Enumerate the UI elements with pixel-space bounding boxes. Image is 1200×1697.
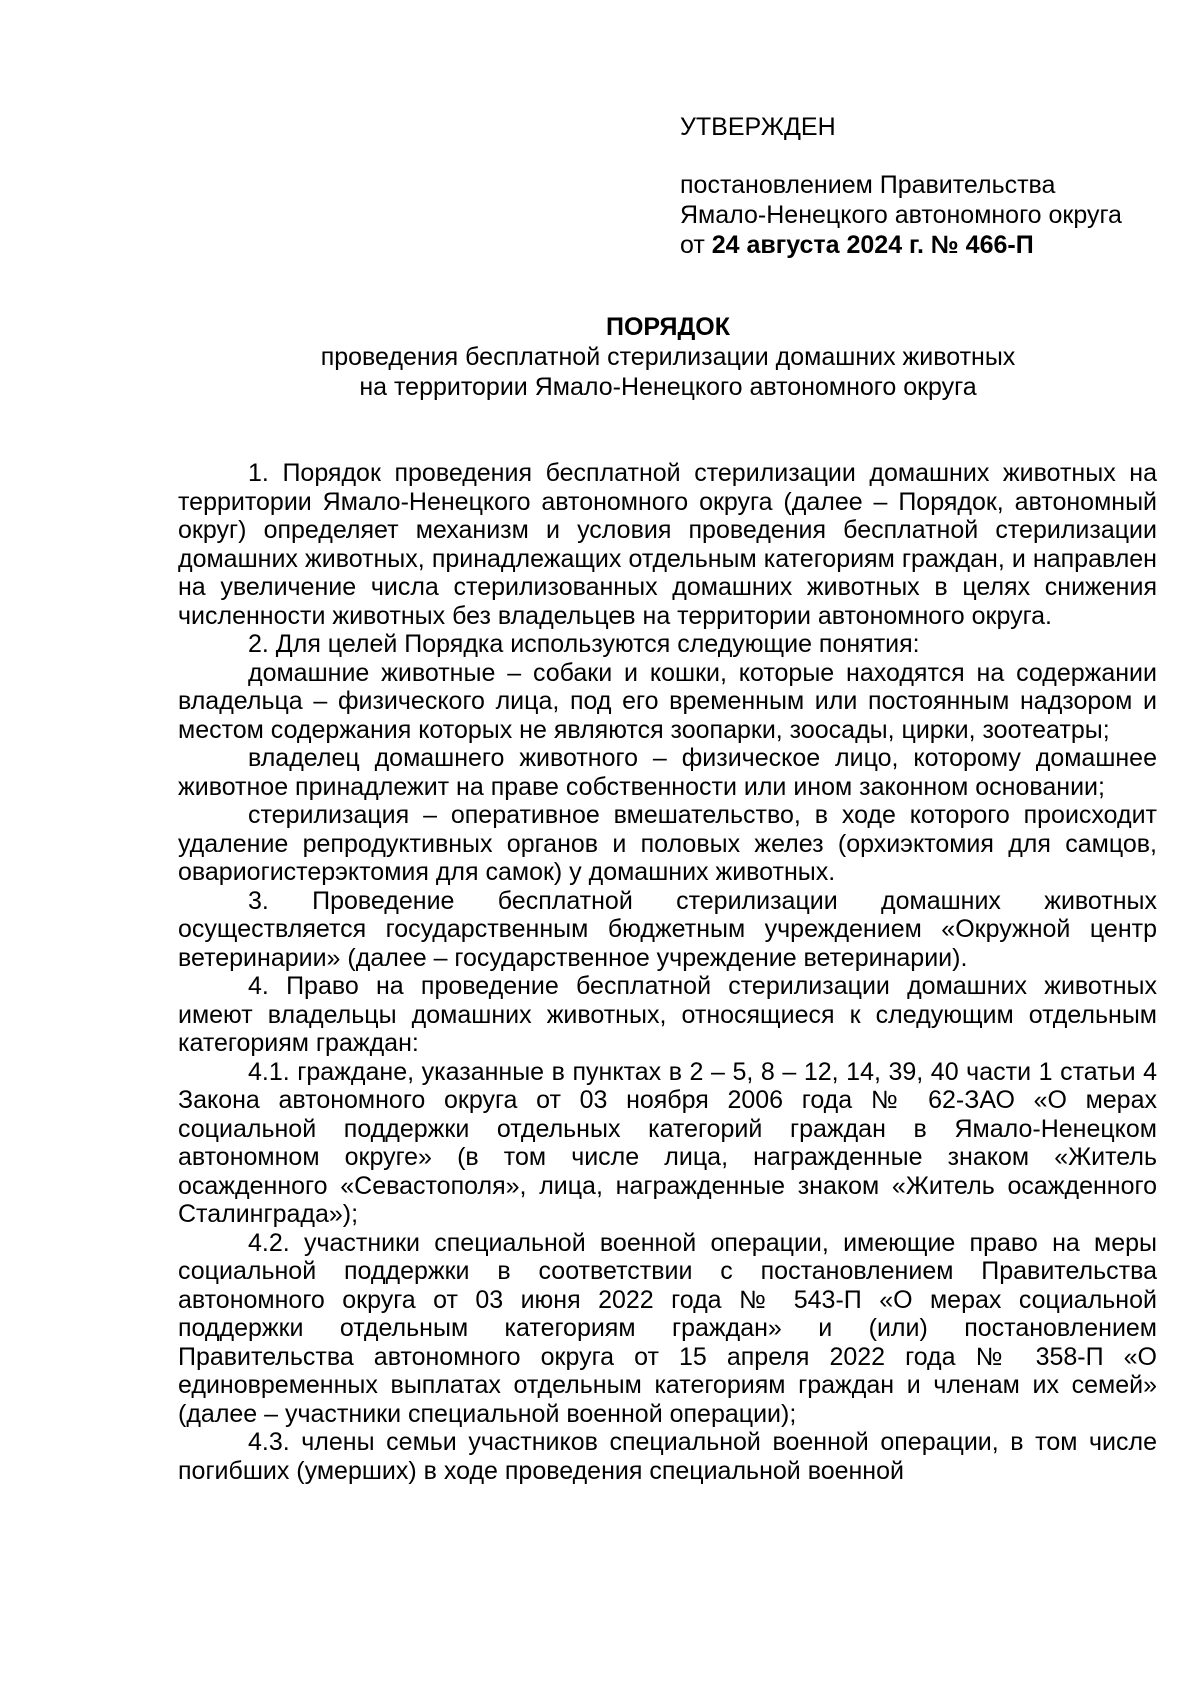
paragraph-4-3: 4.3. члены семьи участников специальной военной операции, в том числе погибших (умерших) в ходе проведения специальной военной xyxy=(178,1428,1157,1485)
paragraph-2: 2. Для целей Порядка используются следующие понятия: xyxy=(248,630,920,658)
definition-domestic-animals: домашние животные – собаки и кошки, которые находятся на содержании владельца – физического лица, под его временным или постоянным надзором и местом содержания которых не являются зоопарки, зоосады, цирки, зоотеатры; xyxy=(178,658,1157,744)
document-subtitle-line-1: проведения бесплатной стерилизации домашних животных xyxy=(320,343,1016,371)
paragraph-4: 4. Право на проведение бесплатной стерилизации домашних животных имеют владельцы домашних животных, относящиеся к следующим отдельным категориям граждан: xyxy=(178,972,1157,1057)
document-title-block xyxy=(178,312,1158,402)
document-title: ПОРЯДОК xyxy=(606,313,730,341)
document-body xyxy=(178,459,1157,1485)
definition-sterilization: стерилизация – оперативное вмешательство, в ходе которого происходит удаление репродуктивных органов и половых желез (орхиэктомия для самцов, овариогистерэктомия для самок) у домашних животных. xyxy=(178,801,1157,886)
approval-date: 24 августа 2024 г. № 466-П xyxy=(711,231,1034,259)
approval-heading: УТВЕРЖДЕН xyxy=(680,113,836,141)
document-subtitle-line-2: на территории Ямало-Ненецкого автономного округа xyxy=(359,373,977,401)
approval-line-2: Ямало-Ненецкого автономного округа xyxy=(680,201,1122,229)
approval-date-line xyxy=(680,230,1160,260)
paragraph-3: 3. Проведение бесплатной стерилизации домашних животных осуществляется государственным бюджетным учреждением «Окружной центр ветеринарии» (далее – государственное учреждение ветеринарии). xyxy=(178,886,1157,972)
paragraph-1: 1. Порядок проведения бесплатной стерилизации домашних животных на территории Ямало-Ненецкого автономного округа (далее – Порядок, автономный округ) определяет механизм и условия проведения бесплатной стерилизации домашних животных, принадлежащих отдельным категориям граждан, и направлен на увеличение числа стерилизованных домашних животных в целях снижения численности животных без владельцев на территории автономного округа. xyxy=(178,459,1157,630)
paragraph-4-1: 4.1. граждане, указанные в пунктах в 2 – 5, 8 – 12, 14, 39, 40 части 1 статьи 4 Закона автономного округа от 03 ноября 2006 года № 62-ЗАО «О мерах социальной поддержки отдельных категорий граждан в Ямало-Ненецком автономном округе» (в том числе лица, награжденные знаком «Житель осажденного «Севастополя», лица, награжденные знаком «Житель осажденного Сталинграда»); xyxy=(178,1057,1157,1228)
paragraph-4-2: 4.2. участники специальной военной операции, имеющие право на меры социальной поддержки в соответствии с постановлением Правительства автономного округа от 03 июня 2022 года № 543-П «О мерах социальной поддержки отдельным категориям граждан» и (или) постановлением Правительства автономного округа от 15 апреля 2022 года № 358-П «О единовременных выплатах отдельным категориям граждан и членам их семей» (далее – участники специальной военной операции); xyxy=(178,1228,1157,1428)
approval-date-prefix: от xyxy=(680,231,712,259)
definition-owner: владелец домашнего животного – физическое лицо, которому домашнее животное принадлежит на праве собственности или ином законном основании; xyxy=(178,744,1157,801)
approval-line-1: постановлением Правительства xyxy=(680,171,1056,199)
approval-block xyxy=(680,112,1160,260)
